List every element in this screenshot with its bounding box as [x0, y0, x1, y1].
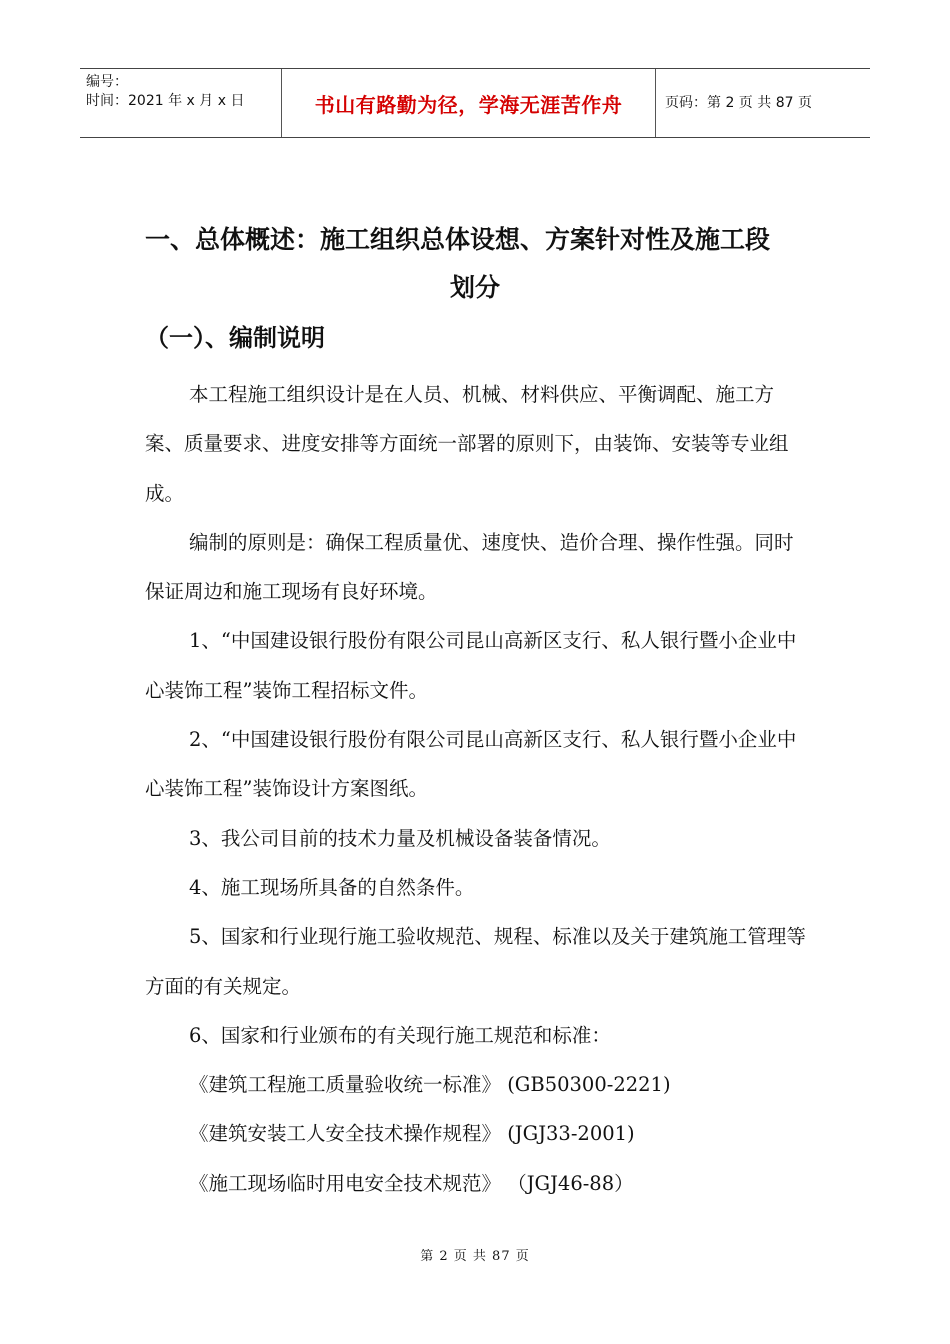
chapter-title-line1: 一、总体概述：施工组织总体设想、方案针对性及施工段 [145, 225, 771, 254]
time-label: 时间：2021 年 x 月 x 日 [86, 93, 245, 109]
body-text [145, 370, 810, 1208]
list-item: 1、“中国建设银行股份有限公司昆山高新区支行、私人银行暨小企业中心装饰工程”装饰工程招标文件。 [145, 629, 797, 702]
paragraph: 编制的原则是：确保工程质量优、速度快、造价合理、操作性强。同时保证周边和施工现场有良好环境。 [145, 530, 794, 604]
list-item: 3、我公司目前的技术力量及机械设备装备情况。 [189, 826, 611, 850]
chapter-title-line2: 划分 [449, 273, 500, 302]
list-item: 6、国家和行业颁布的有关现行施工规范和标准： [189, 1023, 611, 1047]
serial-number-label: 编号： [86, 74, 128, 90]
document-header-table [80, 68, 870, 138]
paragraph: 本工程施工组织设计是在人员、机械、材料供应、平衡调配、施工方案、质量要求、进度安排等方面统一部署的原则下，由装饰、安装等专业组成。 [145, 383, 789, 505]
page-info: 页码：第 2 页 共 87 页 [665, 95, 812, 111]
header-page-cell [655, 69, 870, 137]
standard-item: 《建筑工程施工质量验收统一标准》 (GB50300-2221) [189, 1073, 671, 1097]
motto-text: 书山有路勤为径，学海无涯苦作舟 [314, 92, 623, 117]
standard-item: 《建筑安装工人安全技术操作规程》 (JGJ33-2001) [189, 1122, 635, 1146]
header-meta-cell [80, 69, 281, 137]
list-item: 4、施工现场所具备的自然条件。 [189, 875, 475, 899]
page-footer: 第 2 页 共 87 页 [420, 1249, 530, 1264]
standard-item: 《施工现场临时用电安全技术规范》 （JGJ46-88） [189, 1171, 634, 1195]
list-item: 5、国家和行业现行施工验收规范、规程、标准以及关于建筑施工管理等方面的有关规定。 [145, 925, 806, 998]
header-motto-cell [281, 69, 656, 137]
list-item: 2、“中国建设银行股份有限公司昆山高新区支行、私人银行暨小企业中心装饰工程”装饰设计方案图纸。 [145, 728, 797, 801]
section-heading: （一）、编制说明 [145, 324, 325, 352]
